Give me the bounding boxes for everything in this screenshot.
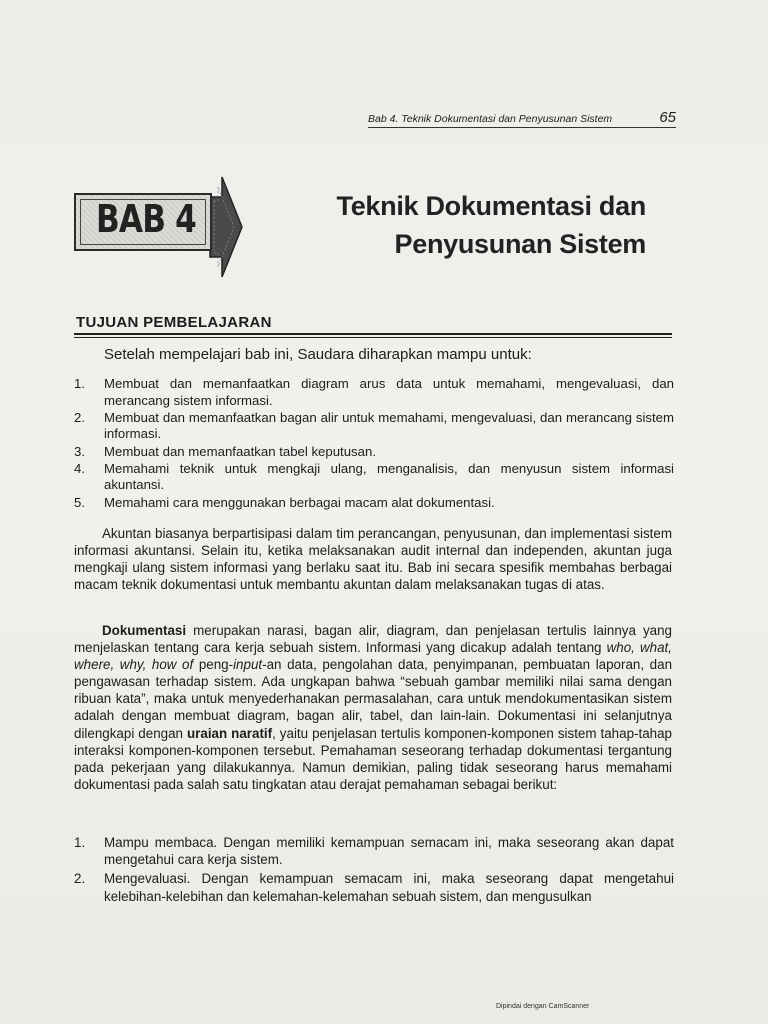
paragraph-text: -an data, pengolahan data, penyimpanan, pembuatan laporan, dan pengawasan terhadap sistem. Ada ungkapan bahwa “sebuah gambar memiliki nilai sama dengan ribuan kata”, maka untuk menyederhanakan permasalahan, cara untuk mendokumentasikan sistem adalah dengan membuat diagram, bagan alir, tabel, dan lain-lain. Dokumentasi ini selanjutnya dilengkapi dengan xyxy=(74,657,673,741)
list-item xyxy=(74,495,674,512)
list-item xyxy=(74,834,674,868)
chapter-title-line-1: Teknik Dokumentasi dan xyxy=(336,191,646,221)
list-item xyxy=(74,870,674,904)
chapter-title xyxy=(337,187,646,263)
list-item-number: 3. xyxy=(74,443,85,459)
running-header xyxy=(368,109,676,126)
list-item-text: Membuat dan memanfaatkan tabel keputusan. xyxy=(104,443,376,459)
section-rule xyxy=(74,333,672,335)
list-item-number: 1. xyxy=(74,835,86,850)
paragraph-text: peng- xyxy=(193,657,234,673)
body-paragraph xyxy=(74,622,672,793)
list-item-text: Membuat dan memanfaatkan bagan alir untuk memahami, mengevaluasi, dan merancang sistem informasi. xyxy=(104,409,674,442)
chapter-title-line-2: Penyusunan Sistem xyxy=(394,229,646,259)
list-item xyxy=(74,444,674,461)
list-item xyxy=(74,376,674,409)
list-item-number: 2. xyxy=(74,871,86,887)
list-item-number: 4. xyxy=(74,460,85,476)
chapter-badge xyxy=(74,175,244,279)
scanner-watermark: Dipindai dengan CamScanner xyxy=(496,1003,590,1010)
body-paragraph xyxy=(74,525,672,593)
list-item xyxy=(74,410,674,443)
list-item-text: Mampu membaca. Dengan memiliki kemampuan semacam ini, maka seseorang akan dapat mengetahui cara kerja sistem. xyxy=(104,835,674,868)
list-item-text: Memahami teknik untuk mengkaji ulang, menganalisis, dan menyusun sistem informasi akuntansi. xyxy=(104,460,674,493)
list-item-text: Mengevaluasi. Dengan kemampuan semacam ini, maka seseorang dapat mengetahui kelebihan-kelebihan dan kelemahan-kelemahan sebuah sistem, dan mengusulkan xyxy=(104,871,674,904)
chapter-number: BAB 4 xyxy=(96,197,197,241)
section-heading: TUJUAN PEMBELAJARAN xyxy=(76,314,272,331)
term-italic: who, what, where, why, how of xyxy=(74,640,672,673)
comprehension-levels-list xyxy=(74,834,674,907)
page-number: 65 xyxy=(659,109,676,126)
paragraph-text: merupakan narasi, bagan alir, diagram, dan penjelasan tertulis lainnya yang menjelaskan tentang cara kerja sebuah sistem. Informasi yang dicakup adalah tentang xyxy=(74,623,672,656)
list-item-text: Memahami cara menggunakan berbagai macam alat dokumentasi. xyxy=(104,494,495,510)
list-item-number: 5. xyxy=(74,494,85,510)
list-item-text: Membuat dan memanfaatkan diagram arus data untuk memahami, mengevaluasi, dan merancang sistem informasi. xyxy=(104,376,674,408)
section-rule xyxy=(74,337,672,338)
running-title: Bab 4. Teknik Dokumentasi dan Penyusunan Sistem xyxy=(368,113,613,125)
paragraph-text: , yaitu penjelasan tertulis komponen-komponen sistem tahap-tahap interaksi komponen-komponen tersebut. Pemahaman seseorang terhadap dokumentasi tergantung pada pekerjaan yang dilakukannya. Namun demikian, paling tidak seseorang harus memahami dokumentasi pada salah satu tingkatan atau derajat pemahaman sebagai berikut: xyxy=(74,725,672,792)
list-item-number: 2. xyxy=(74,409,85,425)
list-item xyxy=(74,461,674,494)
term-italic: input xyxy=(233,657,263,673)
list-item-number: 1. xyxy=(74,376,85,391)
paragraph-text: Akuntan biasanya berpartisipasi dalam tim perancangan, penyusunan, dan implementasi sistem informasi akuntansi. Selain itu, ketika melaksanakan audit internal dan independen, akuntan juga mengkaji ulang sistem informasi yang berlaku saat itu. Bab ini secara spesifik membahas berbagai macam teknik dokumentasi untuk membantu akuntan dalam melaksanakan tugas di atas. xyxy=(74,526,672,593)
header-rule xyxy=(368,127,676,128)
objectives-intro: Setelah mempelajari bab ini, Saudara diharapkan mampu untuk: xyxy=(104,346,532,363)
term-bold: uraian naratif xyxy=(186,725,273,741)
term-bold: Dokumentasi xyxy=(102,623,187,638)
objectives-list xyxy=(74,376,674,512)
